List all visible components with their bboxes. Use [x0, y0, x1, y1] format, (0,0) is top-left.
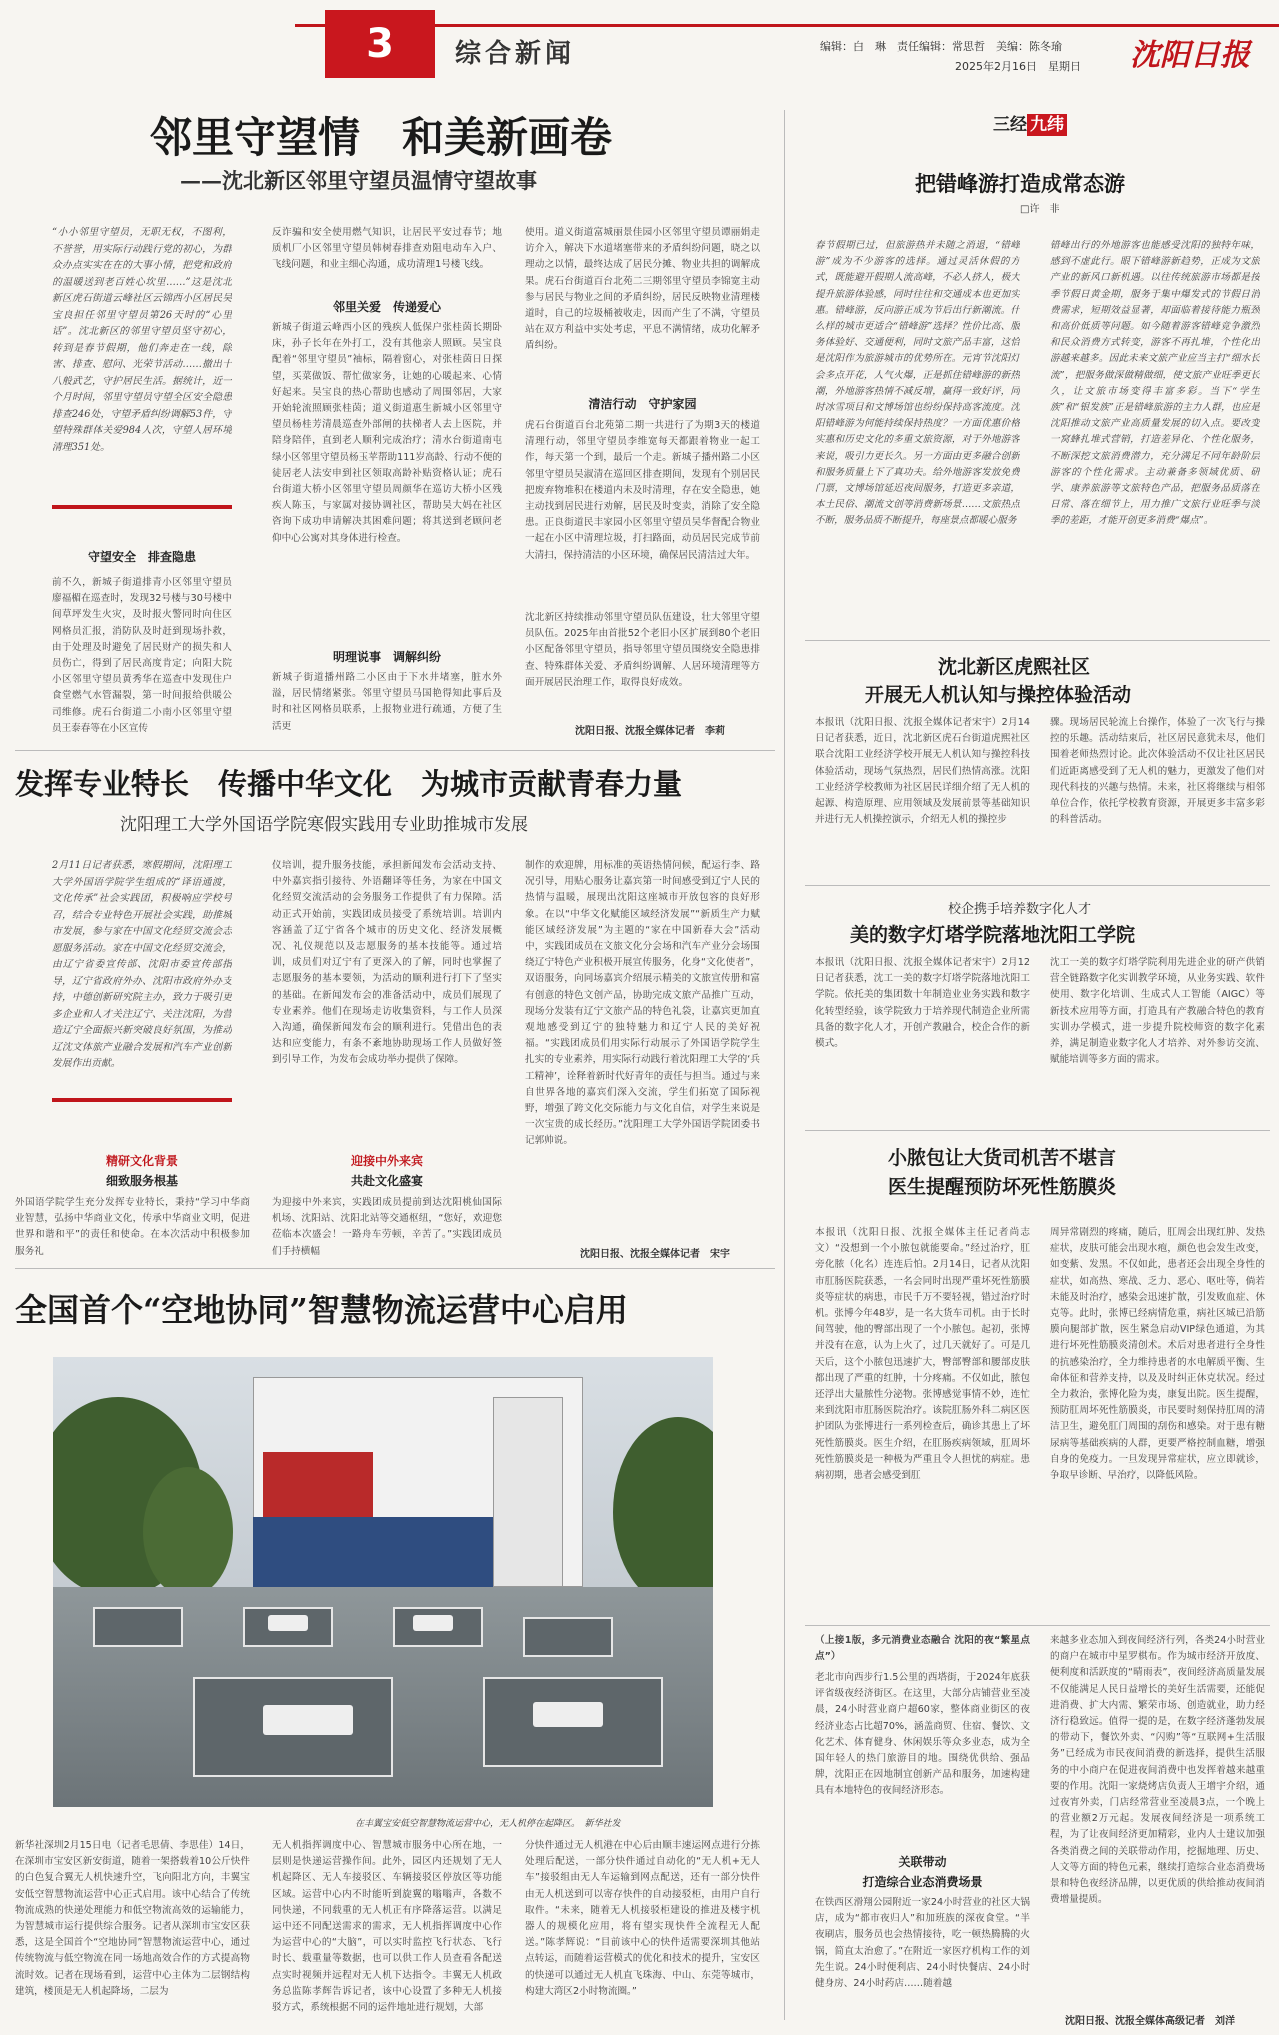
news4-heading: 关联带动 [898, 1855, 947, 1869]
article2-bg-body: 外国语学院学生充分发挥专业特长，秉持“学习中华商业智慧，弘扬中华商业文化，传承中华商业文明，促进世界和谐和平”的责任和使命。在本次活动中积极参加服务礼 [15, 1197, 250, 1257]
issue-date: 2025年2月16日 星期日 [955, 60, 1081, 73]
news1-title-b: 开展无人机认知与操控体验活动 [865, 684, 1132, 706]
news2-col2: 沈工一美的数字灯塔学院利用先进企业的研产供销营全链路数字化实训教学环境，从业务实践、软件使用、数字化培训、生成式人工智能（AIGC）等新技术应用等方面，打造具有产教融合特色的教育实训办学模式，进一步提升院校师资的数字化素养，满足制造业数字化人才培养、对外参访交流、赋能培训等多方面的需求。 [1050, 957, 1265, 1066]
news1-title-a: 沈北新区虎熙社区 [938, 656, 1091, 678]
article2-lead-rule [52, 1098, 232, 1102]
news2-divider [805, 1130, 1270, 1131]
column-brand-a: 三经 [993, 115, 1027, 135]
article1-lead: “小小邻里守望员，无职无权，不图利，不誉誉，用实际行动践行党的初心，为群众办点实实在在的大事小情，把党和政府的温暖送到老百姓心坎里……”这是沈北新区虎石街道云峰社区云锦西小区居民吴宝良担任邻里守望员第26天时的“心里话”。沈北新区的邻里守望员坚守初心，转到是春节假期，他们奔走在一线，除害、排查、慰问、光荣节活动……撤出十八般武艺，守护居民生活。据统计，近一个月时间，邻里守望员守望全区安全隐患排查246处，守望矛盾纠纷调解53件，守望特殊群体关爱984人次，守望人居环境清理351处。 [52, 227, 232, 453]
news4-heading-2: 打造综合业态消费场景 [862, 1875, 983, 1889]
column-brand [993, 110, 1067, 135]
article2-title: 发挥专业特长 传播中华文化 为城市贡献青春力量 [15, 767, 683, 801]
article1-lead-rule [52, 505, 232, 509]
article3-col1-body: 新华社深圳2月15日电（记者毛思倩、李思佳）14日，在深圳市宝安区新安街道，随着一架搭载着10公斤快件的白色复合翼无人机快速升空，飞向阳北方向，丰翼宝安低空智慧物流运营中心正式启用。该中心结合了传统物流成熟的快递处理能力和低空物流高效的运输能力，为智慧城市运行提供综合服务。记者从深圳市宝安区获悉，这是全国首个“空地协同”智慧物流运营中心，通过传统物流与低空物流在同一场地高效合作的方式提高物流时效。记者在现场看到，运营中心主体为二层钢结构建筑，楼顶是无人机起降场，二层为 [15, 1840, 250, 1997]
article3-title: 全国首个“空地协同”智慧物流运营中心启用 [15, 1291, 628, 1329]
article1-subtitle: ——沈北新区邻里守望员温情守望故事 [180, 168, 537, 193]
article1-heading-safety: 守望安全 排查隐患 [87, 550, 196, 564]
news3-divider [805, 1625, 1270, 1626]
article1-col2-body-a: 反诈骗和安全使用燃气知识，让居民平安过春节；地质机厂小区邻里守望员韩树春排查劝阻电动车入户、飞线问题，和业主细心沟通，成功清理1号楼飞线。 [272, 227, 502, 271]
article3-col3-body: 分快件通过无人机港在中心后由顺丰速运网点进行分拣处理后配送，一部分快件通过自动化的“无人机+无人车”接驳组由无人车运输到网点配送，还有一部分快件由无人机送到可以寄存快件的自动接驳柜，由用户自行取件。“未来，随着无人机接驳柜建设的推进及楼宇机器人的规模化应用，将有望实现快件全流程无人配送。”陈孝辉说：“目前该中心的快件适需要深圳其他站点转运，而随着运营模式的优化和技术的提升，宝安区的快递可以通过无人机直飞珠海、中山、东莞等城市，构建大湾区2小时物流圈。” [525, 1840, 760, 1997]
article1-conclusion: 沈北新区持续推动邻里守望员队伍建设，壮大邻里守望员队伍。2025年由首批52个老旧小区扩展到80个老旧小区配备邻里守望员，指导邻里守望员围绕安全隐患排查、特殊群体关爱、矛盾纠纷调解、人居环境清理等方面开展居民治理工作，取得良好成效。 [525, 612, 760, 688]
article1-resolve-body: 新城子街道播州路二小区由于下水井堵塞，脏水外溢，居民情绪紧张。邻里守望员马国艳得知此事后及时和社区网格员联系，上报物业进行疏通，方便了生活更 [272, 672, 502, 732]
opinion-author: □许 非 [1020, 204, 1060, 215]
photo-caption: 在丰翼宝安低空智慧物流运营中心，无人机停在起降区。 新华社发 [355, 1819, 621, 1829]
news1-col2: 骤。现场居民轮流上台操作，体验了一次飞行与操控的乐趣。活动结束后，社区居民意犹未尽，他们围着老师热烈讨论。此次体验活动不仅让社区居民们近距离感受到了无人机的魅力，更激发了他们对现代科技的兴趣与热情。未来，社区将继续与相邻单位合作，依托学校教育资源，开展更多丰富多彩的科普活动。 [1050, 717, 1265, 826]
news4-byline: 沈阳日报、沈报全媒体高级记者 刘洋 [1065, 2016, 1235, 2027]
article1-safety-body: 前不久，新城子街道排青小区邻里守望员廖福楣在巡查时，发现32号楼与30号楼中间草坪发生火灾，及时报火警同时向住区网格员汇报，消防队及时赶到现场扑救，由于处理及时避免了居民财产的损失和人员伤亡，得到了居民高度肯定；向阳大院小区邻里守望员黄秀华在巡查中发现住户食堂燃气水管漏裂，第一时间报给供暖公司维修。虎石台街道二小南小区邻里守望员王泰春等在小区宣传 [52, 577, 232, 734]
article2-heading-bg: 精研文化背景 [105, 1154, 178, 1168]
photo-building-red-band [263, 1452, 373, 1517]
news4-caption: （上接1版，多元消费业态融合 沈阳的夜“繁星点点”） [815, 1635, 1030, 1663]
article2-col2-body: 仪培训，提升服务技能，承担新闻发布会活动支持、中外嘉宾指引接待、外语翻译等任务，为家在中国文化经贸交流活动的会务服务工作提供了有力保障。活动正式开始前，实践团成员接受了系统培训。培训内容涵盖了辽宁省各个城市的历史文化、经济发展概况、礼仪规范以及志愿服务的基本技能等。通过培训，成员们对辽宁有了更深入的了解，同时也掌握了志愿服务的基本要领，为活动的顺利进行打下了坚实的基础。在新闻发布会的准备活动中，成员们展现了专业素养。他们在现场走访收集资料，与工作人员深入沟通，确保新闻发布会的顺利进行。凭借出色的表达和应变能力，有条不紊地协助现场工作人员做好签到引导工作，为发布会成功举办提供了保障。 [272, 860, 502, 1066]
article1-heading-resolve: 明理说事 调解纠纷 [332, 650, 441, 664]
article2-guest-body: 为迎接中外来宾，实践团成员提前到达沈阳桃仙国际机场、沈阳站、沈阳北站等交通枢纽，“您好，欢迎您莅临本次盛会！一路舟车劳顿，辛苦了。”实践团成员们手持横幅 [272, 1197, 502, 1257]
article1-divider [15, 750, 775, 751]
section-title: 综合新闻 [455, 39, 576, 69]
article2-col3-body: 制作的欢迎牌，用标准的英语热情问候，配运行李、路况引导，用贴心服务让嘉宾第一时间感受到辽宁人民的热情与温暖，展现出沈阳这座城市开放包容的良好形象。在以“中华文化赋能区域经济发展”“新质生产力赋能区域经济发展”为主题的“家在中国新春大会”活动中，实践团成员在文旅文化分会场和汽车产业分会场围绕辽宁特色产业积极开展宣传服务，化身“文化使者”，双语服务，向同场嘉宾介绍展示精美的文旅宣传册和富有创意的特色文创产品，协助完成文旅产品推广互动，现场分发装有辽宁文旅产品的特色礼袋，让嘉宾更加直观地感受到辽宁的独特魅力和辽宁人民的美好祝福。“实践团成员们用实际行动展示了外国语学院学生扎实的专业素养，用实际行动践行着沈阳理工大学的‘兵工精神’，诠释着新时代好青年的责任与担当。通过与来自世界各地的嘉宾们深入交流，学生们拓宽了国际视野，增强了跨文化交际能力与文化自信，对学生来说是一次宝贵的成长经历。”沈阳理工大学外国语学院团委书记郭帅说。 [525, 860, 760, 1147]
news3-title-a: 小脓包让大货司机苦不堪言 [888, 1147, 1117, 1169]
article1-heading-clean: 清洁行动 守护家园 [588, 397, 697, 411]
news3-title-b: 医生提醒预防坏死性筋膜炎 [888, 1176, 1117, 1198]
news2-title: 美的数字灯塔学院落地沈阳工学院 [850, 924, 1136, 946]
column-brand-b: 九纬 [1027, 114, 1067, 136]
page-number: 3 [325, 10, 435, 78]
masthead [0, 0, 1279, 73]
article2-heading-guest2: 共赴文化盛宴 [350, 1174, 423, 1188]
article2-heading-guest: 迎接中外来宾 [350, 1154, 423, 1168]
photo-building-stairs [493, 1397, 563, 1587]
news3-col2: 周异常剧烈的疼痛，随后，肛周会出现红肿、发热症状，皮肤可能会出现水疱，颜色也会发生改变，如变紫、发黑。不仅如此，患者还会出现全身性的症状，如高热、寒战、乏力、恶心、呕吐等，倘若未能及时治疗，感染会迅速扩散，引发败血症、休克等。此时，张博已经病情危重，病社区城已沿筋膜向腿部扩散，医生紧急启动VIP绿色通道，为其进行坏死性筋膜炎清创术。术后对患者进行全身性的抗感染治疗，全力维持患者的水电解质平衡、生命体征和营养支持，以及及时纠正休克状况。经过全力救治，张博化险为夷，康复出院。医生提醒，预防肛周坏死性筋膜炎，市民要时刻保持肛周的清洁卫生，避免肛门周围的刮伤和感染。对于患有糖尿病等基础疾病的人群，更要严格控制血糖，增强自身的免疫力。一旦发现异常症状，应立即就诊，争取早诊断、早治疗，以降低风险。 [1050, 1227, 1265, 1482]
news4-col1: 老北市向西步行1.5公里的西塔街，于2024年底获评省级夜经济街区。在这里，大部分店铺营业至凌晨，24小时营业商户超60家，整体商业街区的夜经济业态占比超70%，涵盖商贸、住宿、餐饮、文化艺术、体育健身、休闲娱乐等众多业态，成为全国年轻人的热门旅游目的地。围绕优供给、强品牌，沈阳正在因地制宜创新产品和服务，加速构建具有本地特色的夜间经济形态。 [815, 1672, 1030, 1797]
article1-byline: 沈阳日报、沈报全媒体记者 李莉 [575, 726, 725, 737]
news1-col1: 本报讯（沈阳日报、沈报全媒体记者宋宇）2月14日记者获悉，近日，沈北新区虎石台街道虎熙社区联合沈阳工业经济学校开展无人机认知与操控科技体验活动，现场气氛热烈，居民们热情高涨。沈阳工业经济学校教师为社区居民详细介绍了无人机的起源、构造原理、应用领域及发展前景等基础知识并进行无人机操控演示，介绍无人机的操控步 [815, 717, 1030, 826]
editor-credits: 编辑：白 琳 责任编辑：常思哲 美编：陈冬瑜 [820, 40, 1062, 53]
photo-drone [413, 1615, 453, 1631]
photo-building-blue-block [253, 1517, 513, 1587]
photo-drone [268, 1615, 308, 1631]
news4-col2: 来越多业态加入到夜间经济行列，各类24小时营业的商户在城市中星罗棋布。作为城市经济开放度、便利度和活跃度的“晴雨表”，夜间经济高质量发展不仅能满足人民日益增长的美好生活需要，还能促进消费、扩大内需、繁荣市场、创造就业，助力经济行稳致远。值得一提的是，在数字经济蓬勃发展的带动下，餐饮外卖、“闪购”等“互联网+生活服务”已经成为市民夜间消费的新选择，提供生活服务的中小商户在促进夜间消费中也发挥着越来越重要的作用。沈阳一家烧烤店负责人王增宇介绍，通过夜宵外卖，门店经常营业至凌晨3点，一个晚上的营业额2万元起。发展夜间经济是一项系统工程，为了让夜间经济更加精彩，业内人士建议加强各类消费之间的关联带动作用，挖掘地理、历史、人文等方面的特色元素，继续打造综合业态消费场景和特色夜经济品牌，以更优质的供给推动夜间消费增量提质。 [1050, 1635, 1265, 1906]
article3-col2-body: 无人机指挥调度中心、智慧城市服务中心所在地，一层则是快递运营操作间。此外，园区内还规划了无人机起降区、无人车接驳区、车辆接驳区停放区等功能区域。运营中心内不时能听到旋翼的嗡嗡声，各数不同快递，不同载重的无人机正有序降落运营。以满足运中还不同配送需求的需求，无人机指挥调度中心作为运营中心的“大脑”，可以实时监控飞行状态、飞行时长、载重量等数据，也可以供工作人员查看各配送点实时视频并远程对无人机下达指令。丰翼无人机政务总监陈孝辉告诉记者，该中心设置了多种无人机接驳方式，系统根据不同的运件地址进行规划，大部 [272, 1840, 502, 2014]
article1-heading-care: 邻里关爱 传递爱心 [332, 300, 441, 314]
logistics-center-photo [53, 1357, 713, 1807]
opinion-col1: 春节假期已过，但旅游热并未随之消退，“错峰游”成为不少游客的选择。通过灵活休假的方式，既能避开假期人流高峰，不必人挤人，极大提升旅游体验感，同时往往和交通成本也更加实惠。错峰游，反向游正成为节后出行新潮流。什么样的城市更适合“错峰游”选择？性价比高、服务体验好、交通便利，同时文旅产品丰富，这恰是沈阳作为旅游城市的优势所在。元宵节沈阳灯会多点开花，人气火爆，正是抓住错峰游的新热潮，外地游客热情不减反增，赢得一致好评，同时冰雪项目和文博场馆也纷纷保持高客流度。沈阳错峰游为何能持续保持热度？一方面优惠价格实惠和历史文化的多重文旅资源，对于外地游客来说，吸引力更长久。另一方面由更多融合创新和服务质量上下了真功夫。给外地游客发放免费门票，文博场馆延迟夜间服务，打造更多亲道，本土民俗、潮流文创等消费新场景……文旅热点不断，服务品质不断提升，每座景点都暖心服务 [815, 240, 1020, 527]
photo-landing-pad [523, 1617, 613, 1657]
article1-care-body: 新城子街道云峰西小区的残疾人低保户张桂茵长期卧床，孙子长年在外打工，没有其他亲人照顾。吴宝良配着“邻里守望员”袖标，隔着窗心，对张桂茵日日探望，买菜做饭、帮忙做家务，让她的心暖起来、心情好起来。吴宝良的热心帮助也感动了周围邻居，大家开始轮流照顾张桂茵；道义街道惠生新城小区邻里守望员杨桂芳清晨巡查外部闸的扶梯者人去上医院，并陪身陪伴，直到老人顺利完成治疗；清水台街道南屯绿小区邻里守望员杨玉苹帮助111岁高龄、行动不便的徒居老人法安申到社区领取高龄补贴资格认证；虎石台街道大桥小区邻里守望员周颜华在巡访大桥小区残疾人陈玉，与家属对接协调社区，帮助吴大妈在社区咨询下成功申请解决其困难问题；将其送到老顾问老仰中心公寓对其身体进行检查。 [272, 322, 502, 544]
photo-drone [533, 1702, 603, 1727]
photo-tree-left-2 [143, 1467, 233, 1597]
article2-lead: 2月11日记者获悉，寒假期间，沈阳理工大学外国语学院学生组成的“译语通渡，文化传承”社会实践团，积极响应学校号召，结合专业特色开展社会实践，助推城市发展，参与家在中国文化经贸交流会志愿服务活动。家在中国文化经贸交流会，由辽宁省委宣传部、沈阳市委宣传部指导，辽宁省政府外办、沈阳市政府外办支持，中德创新研究院主办，致力于吸引更多企业和人才关注辽宁、关注沈阳，为营造辽宁全面振兴新突破良好氛围，为推动辽沈文体旅产业融合发展和汽车产业创新发展作出贡献。 [52, 860, 232, 1069]
article2-divider [15, 1268, 775, 1269]
article2-subtitle: 沈阳理工大学外国语学院寒假实践用专业助推城市发展 [120, 815, 528, 835]
article2-byline: 沈阳日报、沈报全媒体记者 宋宇 [580, 1249, 730, 1260]
news3-col1: 本报讯（沈阳日报、沈报全媒体主任记者尚志文）“没想到一个小脓包就能要命。”经过治疗，肛旁化脓（化名）连连后怕。2月14日，记者从沈阳市肛肠医院获悉，一名会同时出现严重坏死性筋膜炎等症状的病患，市民千万不要轻视，错过治疗时机。张博今年48岁，是一名大货车司机。由于长时间驾驶，他的臀部出现了一个小脓包。起初，张博并没有在意，认为上火了，过几天就好了。可是几天后，这个小脓包迅速扩大，臀部臀部和腰部皮肤都出现了严重的红肿，十分疼痛。不仅如此，脓包还浮出大量脓性分泌物。张博感觉事情不妙，连忙来到沈阳市肛肠医院治疗。该院肛肠外科二病区医护团队为张博进行一系列检查后，确诊其患上了坏死性筋膜炎。医生介绍，在肛肠疾病领域，肛周坏死性筋膜炎是一种极为严重且令人担忧的病症。患病初期，患者会感受到肛 [815, 1227, 1030, 1482]
news2-kicker: 校企携手培养数字化人才 [948, 902, 1092, 917]
masthead-rule [295, 24, 1279, 27]
column-divider [784, 110, 785, 2020]
article2-heading-bg2: 细致服务根基 [105, 1174, 178, 1188]
photo-drone [263, 1705, 353, 1735]
news1-divider [805, 885, 1270, 886]
article1-col3-body-a: 使用。道义街道富城丽景佳园小区邻里守望员谭丽娟走访介入，解决下水道堵塞带来的矛盾纠纷问题，晓之以理动之以情，最终达成了居民分摊、物业共担的调解成果。虎石台街道百台北苑二三期邻里守望员李锦宽主动参与居民与物业之间的矛盾纠纷，居民反映物业清理楼道时，自己的垃圾桶被收走，因而产生了不满，守望员站在双方利益中实处考虑，平息不满情绪，成功化解矛盾纠纷。 [525, 227, 760, 352]
opinion-col2: 错峰出行的外地游客也能感受沈阳的独特年味，感到不虚此行。眼下错峰游新趋势，正成为文旅产业的新风口新机遇。以往传统旅游市场都是按季节假日黄金期，服务于集中爆发式的节假日消费需求，短期效益显著，却面临着接待能力瓶颈和高价低质等问题。如今随着游客错峰竞争激烈和民众消费方式转变，游客不再扎堆，个性化出游越来越多。因此未来文旅产业应当主打“细水长流”，把服务做深做精做细，使文旅产业旺季更长久，让文旅市场变得丰富多彩。当下“学生族”和“银发族”正是错峰旅游的主力人群，也应是沈阳推动文旅产业高质量发展的切入点。要改变一窝蜂扎堆式营销，打造差异化、个性化服务，不断深挖文旅消费潜力，充分满足不同年龄阶层游客的个性化需求。主动兼备多领域优质、研学、康养旅游等文旅特色产品，把服务品质落在日常、落在细节上，用力推广文旅行业旺季与淡季的差距，才能开创更多消费“爆点”。 [1050, 240, 1260, 527]
opinion-title: 把错峰游打造成常态游 [915, 171, 1125, 196]
article1-clean-body: 虎石台街道百台北苑第二期一共进行了为期3天的楼道清理行动，邻里守望员李维宽每天都跟着物业一起工作，每天第一个到，最后一个走。新城子播州路二小区邻里守望员吴淑清在巡回区排查期间，发现有个别居民把废弃物堆积在楼道内未及时清理，存在安全隐患，她主动找到居民进行劝解，居民及时变卖，消除了安全隐患。正良街道民丰家园小区邻里守望员吴华督配合物业一起在小区中清理垃圾，打扫路面，动员居民完成节前大清扫，保持清洁的小区环境，确保居民清洁过大年。 [525, 420, 760, 561]
news2-col1: 本报讯（沈阳日报、沈报全媒体记者宋宇）2月12日记者获悉，沈工一美的数字灯塔学院落地沈阳工学院。依托美的集团数十年制造业业务实践和数字化转型经验，该学院致力于培养现代制造企业所需具备的数字化人才，开创产教融合，校企合作的新模式。 [815, 957, 1030, 1050]
article1-title: 邻里守望情 和美新画卷 [150, 113, 613, 162]
opinion-divider [805, 640, 1270, 641]
newspaper-logo: 沈阳日报 [1130, 38, 1250, 73]
news4-col1b: 在铁西区滑翔公园附近一家24小时营业的社区大锅店，成为“都市夜归人”和加班族的深夜食堂。“半夜刷店，服务员也会热情接待，吃一顿热腾腾的火锅，简直太治愈了。”在附近一家医疗机构工作的刘先生说。24小时便利店、24小时快餐店、24小时健身房、24小时药店……随着越 [815, 1897, 1030, 1990]
photo-landing-pad [93, 1607, 183, 1647]
